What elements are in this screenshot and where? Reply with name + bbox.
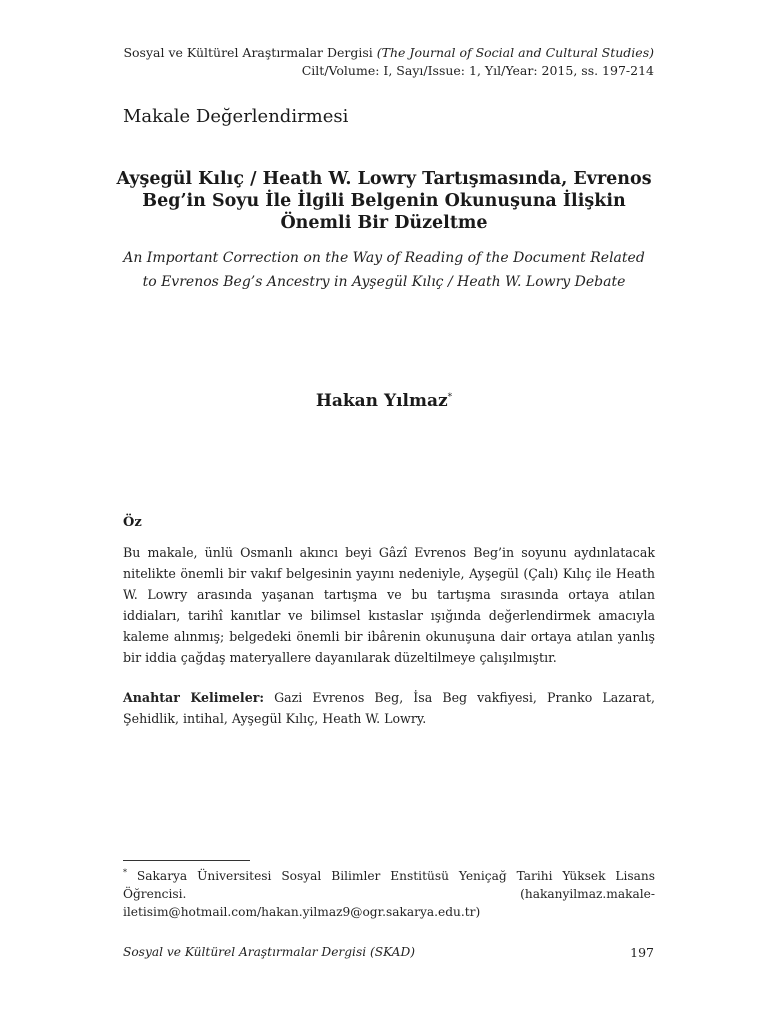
keywords-text: Gazi Evrenos Beg, İsa Beg vakfiyesi, Pranko Lazarat, Şehidlik, intihal, Ayşegül Kılıç, Heath W. Lowry. [123, 690, 655, 726]
section-label: Makale Değerlendirmesi [123, 106, 349, 127]
journal-header [114, 44, 654, 80]
abstract-body: Bu makale, ünlü Osmanlı akıncı beyi Gâzî Evrenos Beg’in soyunu aydınlatacak nitelikte önemli bir vakıf belgesinin yayını nedeniyle, Ayşegül (Çalı) Kılıç ile Heath W. Lowry arasında yaşanan tartışma ve bu tartışma sırasında ortaya atılan iddiaları, tarihî kanıtlar ve bilimsel kıstaslar ışığında değerlendirmek amacıyla kaleme alınmış; belgedeki önemli bir ibârenin okunuşuna dair ortaya atılan yanlış bir iddia çağdaş materyallere dayanılarak düzeltilmeye çalışılmıştır. [123, 545, 655, 665]
keywords-label: Anahtar Kelimeler: [123, 690, 264, 705]
author-footnote-mark: * [447, 392, 453, 403]
footnote-text: Sakarya Üniversitesi Sosyal Bilimler Enstitüsü Yeniçağ Tarihi Yüksek Lisans Öğrencisi. (hakanyilmaz.makale-iletisim@hotmail.com/hakan.yilmaz9@ogr.sakarya.edu.tr) [123, 869, 656, 920]
journal-name-english: (The Journal of Social and Cultural Studies) [376, 45, 654, 60]
author-name: Hakan Yılmaz [315, 391, 448, 411]
page-number: 197 [630, 945, 654, 960]
author-name-block [114, 391, 654, 411]
journal-header-line1 [114, 44, 654, 62]
article-title-english: An Important Correction on the Way of Reading of the Document Related to Evrenos Beg’s Ancestry in Ayşegül Kılıç / Heath W. Lowry Debate [123, 250, 645, 290]
footnote-mark: * [123, 868, 127, 877]
journal-name: Sosyal ve Kültürel Araştırmalar Dergisi [123, 45, 373, 60]
footnote [123, 864, 655, 921]
abstract-heading: Öz [123, 515, 142, 530]
footer-journal-abbrev: Sosyal ve Kültürel Araştırmalar Dergisi (SKAD) [123, 945, 416, 959]
footnote-divider [123, 860, 250, 861]
journal-volume-info: Cilt/Volume: I, Sayı/Issue: 1, Yıl/Year: 2015, ss. 197-214 [301, 63, 654, 78]
keywords [123, 687, 655, 729]
article-title-turkish: Ayşegül Kılıç / Heath W. Lowry Tartışmasında, Evrenos Beg’in Soyu İle İlgili Belgenin Okunuşuna İlişkin Önemli Bir Düzeltme [116, 169, 652, 233]
